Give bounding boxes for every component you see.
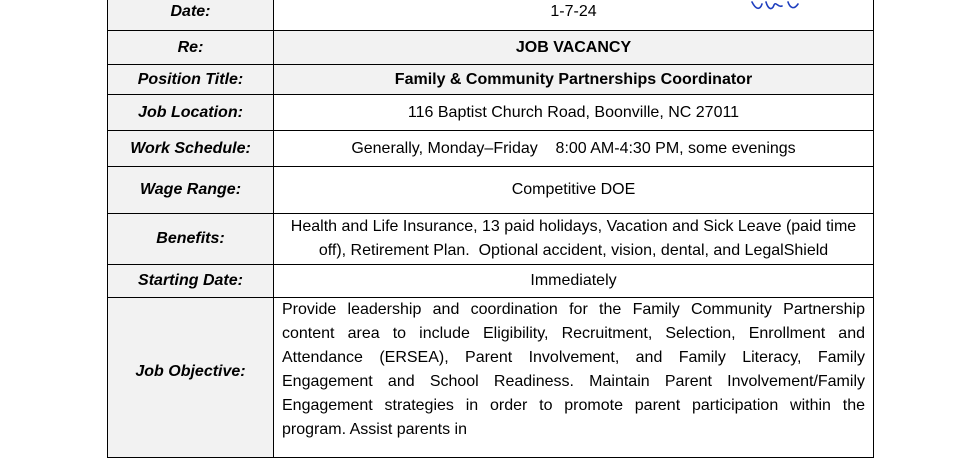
row-label-work-schedule: Work Schedule: — [108, 131, 274, 167]
row-value-starting-date: Immediately — [274, 265, 874, 298]
row-value-re: JOB VACANCY — [274, 31, 874, 65]
row-label-job-location: Job Location: — [108, 95, 274, 131]
row-value-job-objective: Provide leadership and coordination for the Family Community Partnership content area to include Eligibility, Recruitment, Selection, Enrollment and Attendance (ERSEA), Parent Involvement, and Family Literacy, Family Engagement and School Readiness. Maintain Parent Involvement/Family Engagement strategies in order to promote parent participation within the program. Assist parents in — [274, 298, 874, 458]
row-label-job-objective: Job Objective: — [108, 298, 274, 458]
table-row — [108, 95, 874, 131]
table-row — [108, 31, 874, 65]
row-label-wage-range: Wage Range: — [108, 167, 274, 214]
row-value-job-location: 116 Baptist Church Road, Boonville, NC 27011 — [274, 95, 874, 131]
table-row — [108, 65, 874, 95]
row-label-date: Date: — [108, 0, 274, 31]
row-value-position-title: Family & Community Partnerships Coordinator — [274, 65, 874, 95]
table-row — [108, 214, 874, 265]
row-label-re: Re: — [108, 31, 274, 65]
table-row — [108, 298, 874, 458]
table-row — [108, 131, 874, 167]
row-value-work-schedule: Generally, Monday–Friday 8:00 AM-4:30 PM, some evenings — [274, 131, 874, 167]
table-row — [108, 0, 874, 31]
row-value-wage-range: Competitive DOE — [274, 167, 874, 214]
table-row — [108, 167, 874, 214]
table-row — [108, 265, 874, 298]
row-value-benefits: Health and Life Insurance, 13 paid holidays, Vacation and Sick Leave (paid time off), Retirement Plan. Optional accident, vision, dental, and LegalShield — [274, 214, 874, 265]
row-label-starting-date: Starting Date: — [108, 265, 274, 298]
job-vacancy-table — [107, 0, 874, 458]
row-label-position-title: Position Title: — [108, 65, 274, 95]
row-value-date: 1-7-24 — [274, 0, 874, 31]
row-label-benefits: Benefits: — [108, 214, 274, 265]
